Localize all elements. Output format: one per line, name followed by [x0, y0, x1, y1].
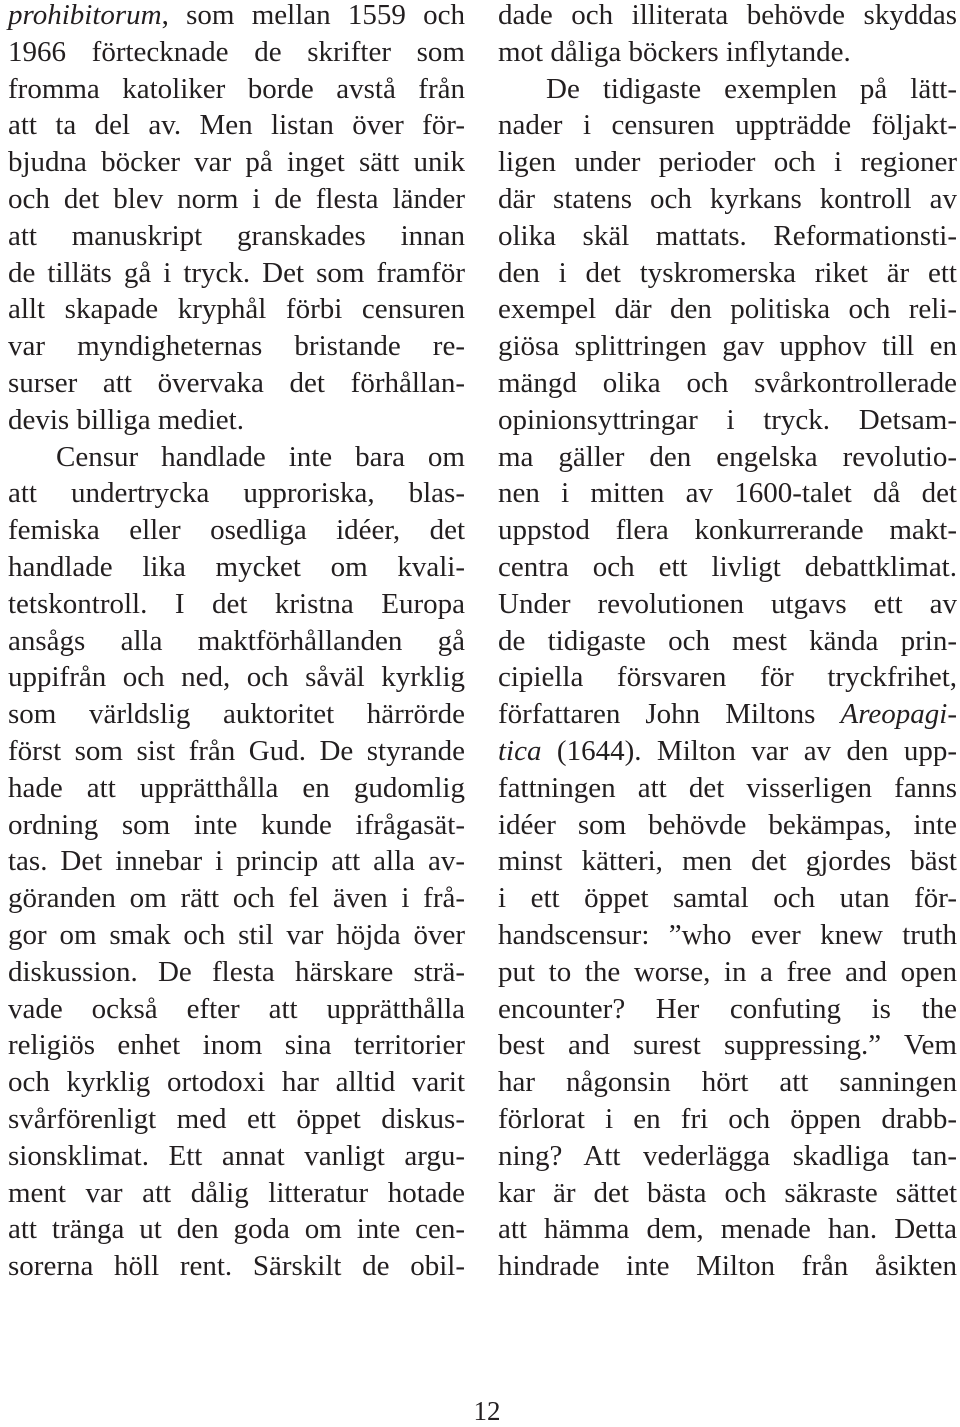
text-line: mängd olika och svårkontrollerade	[498, 366, 957, 399]
text-line: ning? Att vederlägga skadliga tan-	[498, 1139, 957, 1172]
page-number: 12	[473, 1396, 501, 1426]
text-line: vade också efter att upprätthålla	[8, 992, 465, 1025]
text-line: Under revolutionen utgavs ett av	[498, 587, 957, 620]
text-line: best and surest suppressing.” Vem	[498, 1029, 957, 1062]
text-line: encounter? Her confuting is the	[498, 992, 957, 1025]
text-line: De tidigaste exemplen på lätt-	[546, 72, 957, 105]
left-column	[8, 0, 465, 1285]
text-line: först som sist från Gud. De styrande	[8, 734, 465, 767]
text-line	[498, 733, 957, 770]
text-line	[498, 696, 957, 733]
text-line: gor om smak och stil var höjda över	[8, 918, 465, 951]
text-line: centra och ett livligt debattklimat.	[498, 550, 957, 583]
text-line: att undertrycka upproriska, blas-	[8, 477, 465, 510]
text-line: mot dåliga böckers inflytande.	[498, 35, 851, 68]
text-line: göranden om rätt och fel även i frå-	[8, 882, 465, 915]
text-line: och det blev norm i de flesta länder	[8, 182, 465, 215]
text-line: var myndigheternas bristande re-	[8, 330, 465, 363]
text-line: fattningen att det visserligen fanns	[498, 771, 957, 804]
text-line: kar är det bästa och säkraste sättet	[498, 1176, 957, 1209]
text-line: 1966 förtecknade de skrifter som	[8, 35, 465, 68]
italic-text: Areopagi-	[840, 698, 957, 731]
text-line: handlade lika mycket om kvali-	[8, 550, 465, 583]
text-line: nader i censuren uppträdde följakt-	[498, 109, 957, 142]
text-line: har någonsin hört att sanningen	[498, 1066, 957, 1099]
paragraph	[8, 439, 465, 1285]
text-line: diskussion. De flesta härskare strä-	[8, 955, 465, 988]
right-column	[498, 0, 957, 1285]
text-segment: (1644). Milton var av den upp-	[541, 734, 957, 767]
text-line: där statens och kyrkans kontroll av	[498, 182, 957, 215]
text-line: olika skäl mattats. Reformationsti-	[498, 219, 957, 252]
text-line: dade och illiterata behövde skyddas	[498, 0, 957, 31]
text-line	[8, 0, 465, 34]
text-line: exempel där den politiska och reli-	[498, 293, 957, 326]
text-line: förlorat i en fri och öppen drabb-	[498, 1102, 957, 1135]
text-segment: författaren John Miltons	[498, 698, 841, 731]
text-line: put to the worse, in a free and open	[498, 955, 957, 988]
text-line: fromma katoliker borde avstå från	[8, 72, 465, 105]
text-line: hade att upprätthålla en gudomlig	[8, 771, 465, 804]
text-line: de tidigaste och mest kända prin-	[498, 624, 957, 657]
text-line: handscensur: ”who ever knew truth	[498, 918, 957, 951]
text-line: som världslig auktoritet härrörde	[8, 698, 465, 731]
text-line: tetskontroll. I det kristna Europa	[8, 587, 465, 620]
text-line: att hämma dem, menade han. Detta	[498, 1213, 957, 1246]
paragraph	[498, 0, 957, 71]
text-line: femiska eller osedliga idéer, det	[8, 514, 465, 547]
text-line: att manuskript granskades innan	[8, 219, 465, 252]
text-line: surser att övervaka det förhållan-	[8, 366, 465, 399]
text-line: Censur handlade inte bara om	[56, 440, 465, 473]
text-line: tas. Det innebar i princip att alla av-	[8, 845, 465, 878]
text-line: den i det tyskromerska riket är ett	[498, 256, 957, 289]
text-segment: , som mellan 1559 och	[161, 0, 465, 31]
text-line: ligen under perioder och i regioner	[498, 146, 957, 179]
text-line: ment var att dålig litteratur hotade	[8, 1176, 465, 1209]
text-line: giösa splittringen gav upphov till en	[498, 330, 957, 363]
paragraph	[8, 0, 465, 439]
text-line: sionsklimat. Ett annat vanligt argu-	[8, 1139, 465, 1172]
italic-text: prohibitorum	[8, 0, 162, 31]
text-line: cipiella försvaren för tryckfrihet,	[498, 661, 957, 694]
text-line: bjudna böcker var på inget sätt unik	[8, 146, 465, 179]
paragraph	[498, 71, 957, 1285]
text-line: religiös enhet inom sina territorier	[8, 1029, 465, 1062]
text-line: ordning som inte kunde ifrågasät-	[8, 808, 465, 841]
italic-text: tica	[498, 734, 542, 767]
text-line: ma gäller den engelska revolutio-	[498, 440, 957, 473]
text-line: minst kätteri, men det gjordes bäst	[498, 845, 957, 878]
text-line: uppstod flera konkurrerande makt-	[498, 514, 957, 547]
text-line: att tränga ut den goda om inte cen-	[8, 1213, 465, 1246]
text-line: allt skapade kryphål förbi censuren	[8, 293, 465, 326]
text-line: ansågs alla maktförhållanden gå	[8, 624, 465, 657]
text-line: svårförenligt med ett öppet diskus-	[8, 1102, 465, 1135]
text-line: hindrade inte Milton från åsikten	[498, 1250, 957, 1283]
text-line: sorerna höll rent. Särskilt de obil-	[8, 1250, 465, 1283]
text-line: uppifrån och ned, och såväl kyrklig	[8, 661, 465, 694]
text-line: nen i mitten av 1600-talet då det	[498, 477, 957, 510]
text-line: i ett öppet samtal och utan för-	[498, 882, 957, 915]
text-line: att ta del av. Men listan över för-	[8, 109, 465, 142]
text-line: och kyrklig ortodoxi har alltid varit	[8, 1066, 465, 1099]
text-line: de tilläts gå i tryck. Det som framför	[8, 256, 465, 289]
text-line: idéer som behövde bekämpas, inte	[498, 808, 957, 841]
text-line: devis billiga mediet.	[8, 403, 244, 436]
text-line: opinionsyttringar i tryck. Detsam-	[498, 403, 957, 436]
